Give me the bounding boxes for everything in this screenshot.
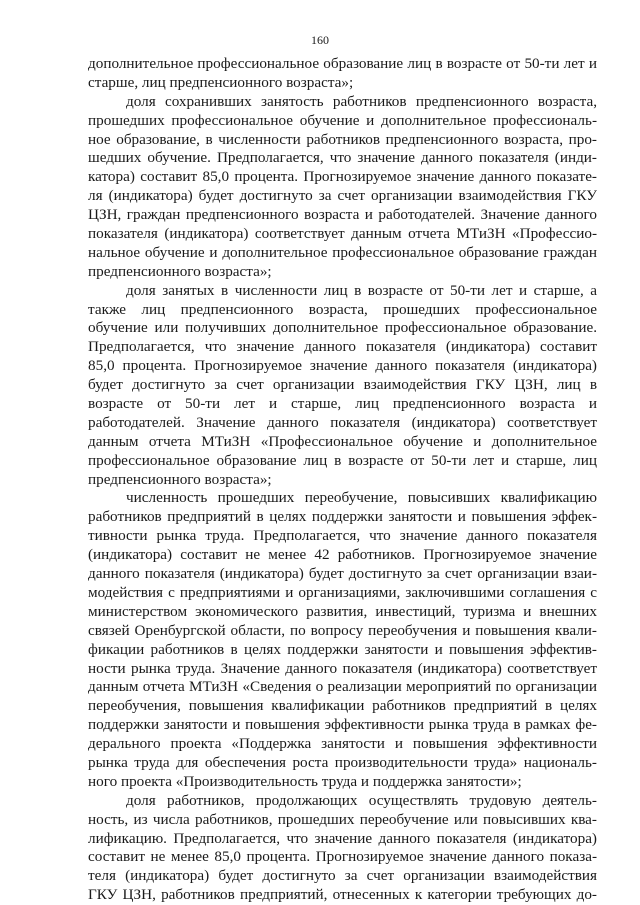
- text-line: шедших обучение. Предполагается, что значение данного показателя (инди-: [88, 149, 597, 167]
- text-line: ности рынка труда. Значение данного показателя (индикатора) соответствует: [88, 659, 597, 677]
- text-line: дерального проекта «Поддержка занятости и повышения эффективности: [88, 735, 597, 753]
- text-line: будет достигнуто за счет организации взаимодействия ГКУ ЦЗН, лиц в: [88, 376, 597, 394]
- text-line: данным отчета МТиЗН «Профессиональное обучение и дополнительное: [88, 432, 597, 450]
- text-line: ное образование, в численности работников предпенсионного возраста, про-: [88, 130, 597, 148]
- text-line: предпенсионного возраста»;: [88, 262, 272, 280]
- text-line: ного проекта «Производительность труда и поддержка занятости»;: [88, 772, 522, 790]
- text-line: Предполагается, что значение данного показателя (индикатора) составит: [88, 338, 597, 356]
- text-line: теля (индикатора) будет достигнуто за счет организации взаимодействия: [88, 867, 597, 885]
- text-line: доля сохранивших занятость работников предпенсионного возраста,: [126, 92, 597, 110]
- text-line: данного показателя (индикатора) будет достигнуто за счет организации взаи-: [88, 565, 597, 583]
- text-line: также лиц предпенсионного возраста, прошедших профессиональное: [88, 300, 597, 318]
- text-line: (индикатора) составит не менее 42 работников. Прогнозируемое значение: [88, 546, 597, 564]
- text-line: профессиональное образование лиц в возрасте от 50-ти лет и старше, лиц: [88, 451, 597, 469]
- text-line: ность, из числа работников, прошедших переобучение или повысивших ква-: [88, 810, 597, 828]
- text-line: прошедших профессиональное обучение и дополнительное профессиональ-: [88, 111, 597, 129]
- text-line: дополнительное профессиональное образование лиц в возрасте от 50-ти лет и: [88, 55, 597, 72]
- text-line: нальное обучение и дополнительное профессиональное образование граждан: [88, 243, 597, 261]
- text-line: ля (индикатора) будет достигнуто за счет организации взаимодействия ГКУ: [88, 187, 597, 205]
- text-line: работодателей. Значение данного показателя (индикатора) соответствует: [88, 413, 597, 431]
- text-line: связей Оренбургской области, по вопросу переобучения и повышения квали-: [88, 621, 597, 639]
- text-line: министерством экономического развития, инвестиций, туризма и внешних: [88, 602, 597, 620]
- text-line: доля занятых в численности лиц в возрасте от 50-ти лет и старше, а: [126, 281, 597, 299]
- text-line: тивности рынка труда. Предполагается, что значение данного показателя: [88, 527, 597, 545]
- text-line: численность прошедших переобучение, повысивших квалификацию: [126, 489, 597, 507]
- text-line: обучение или получивших дополнительное профессиональное образование.: [88, 319, 597, 337]
- text-line: катора) составит 85,0 процента. Прогнозируемое значение данного показате-: [88, 168, 597, 186]
- text-line: показателя (индикатора) соответствует данным отчета МТиЗН «Профессио-: [88, 225, 597, 243]
- text-line: переобучения, повышения квалификации работников предприятий в целях: [88, 697, 597, 715]
- text-line: ЦЗН, граждан предпенсионного возраста и работодателей. Значение данного: [88, 206, 597, 224]
- text-line: данным отчета МТиЗН «Сведения о реализации мероприятий по организации: [88, 678, 597, 696]
- text-line: 85,0 процента. Прогнозируемое значение данного показателя (индикатора): [88, 357, 597, 375]
- text-line: составит не менее 85,0 процента. Прогнозируемое значение данного показа-: [88, 848, 597, 866]
- text-line: лификацию. Предполагается, что значение данного показателя (индикатора): [88, 829, 597, 847]
- text-line: рынка труда для обеспечения роста производительности труда» националь-: [88, 753, 597, 771]
- text-line: старше, лиц предпенсионного возраста»;: [88, 73, 354, 91]
- page-number: 160: [311, 33, 329, 47]
- body-text: [88, 55, 597, 905]
- text-line: фикации работников в целях поддержки занятости и повышения эффектив-: [88, 640, 597, 658]
- text-line: возрасте от 50-ти лет и старше, лиц предпенсионного возраста и: [88, 395, 597, 413]
- text-line: доля работников, продолжающих осуществлять трудовую деятель-: [126, 791, 597, 809]
- text-line: работников предприятий в целях поддержки занятости и повышения эффек-: [88, 508, 597, 526]
- text-line: поддержки занятости и повышения эффективности рынка труда в рамках фе-: [88, 716, 597, 734]
- text-line: ГКУ ЦЗН, работников предприятий, отнесенных к категории требующих до-: [88, 886, 597, 904]
- text-line: модействия с предприятиями и организациями, заключившими соглашения с: [88, 583, 597, 601]
- text-line: предпенсионного возраста»;: [88, 470, 272, 488]
